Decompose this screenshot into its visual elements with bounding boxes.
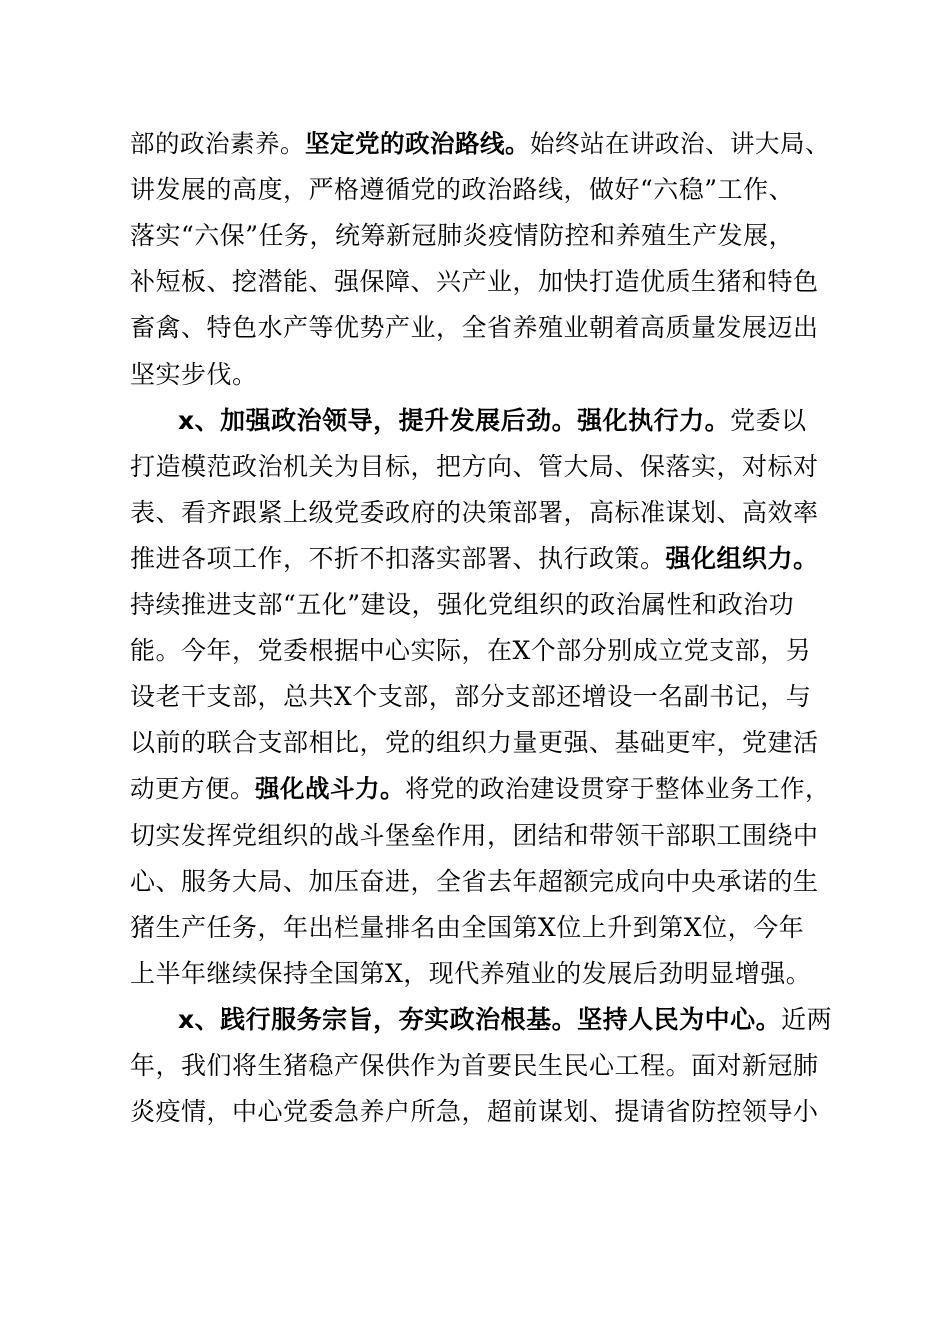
paragraph-1-line-1 (130, 121, 830, 167)
body-text: 猪生产任务，年出栏量排名由全国第X位上升到第X位，今年 (130, 912, 805, 942)
paragraph-2-line-4 (130, 536, 819, 582)
body-text: 推进各项工作，不折不扣落实部署、执行政策。 (130, 543, 666, 573)
body-text: 炎疫情，中心党委急养户所急，超前谋划、提请省防控领导小 (130, 1097, 819, 1127)
bold-heading-text: 强化战斗力。 (255, 774, 405, 804)
body-text: 表、看齐跟紧上级党委政府的决策部署，高标准谋划、高效率 (130, 497, 819, 527)
body-text: 年，我们将生猪稳产保供作为首要民生民心工程。面对新冠肺 (130, 1051, 819, 1080)
paragraph-1-line-3 (130, 213, 794, 259)
body-text: 部的政治素养。 (130, 129, 305, 158)
body-text: 补短板、挖潜能、强保障、兴产业，加快打造优质生猪和特色 (130, 267, 819, 297)
bold-heading-text: x、加强政治领导，提升发展后劲。强化执行力。 (178, 405, 731, 435)
paragraph-2-line-8 (130, 720, 819, 766)
body-text: 打造模范政治机关为目标，把方向、管大局、保落实，对标对 (130, 451, 819, 481)
paragraph-1-line-4 (130, 259, 819, 305)
body-text: 上半年继续保持全国第X，现代养殖业的发展后劲明显增强。 (130, 958, 812, 988)
paragraph-2-line-5 (130, 582, 794, 628)
body-text: 畜禽、特色水产等优势产业，全省养殖业朝着高质量发展迈出 (130, 313, 819, 343)
paragraph-3-line-1 (178, 997, 832, 1043)
body-text: 党委以 (730, 405, 807, 435)
body-text: 心、服务大局、加压奋进，全省去年超额完成向中央承诺的生 (130, 866, 819, 896)
paragraph-1-line-2 (130, 167, 794, 213)
bold-heading-text: 强化组织力。 (665, 543, 819, 573)
paragraph-1-line-6 (130, 352, 258, 398)
body-text: 切实发挥党组织的战斗堡垒作用，团结和带领干部职工围绕中 (130, 820, 819, 850)
paragraph-2-line-1 (178, 398, 807, 444)
paragraph-2-line-6 (130, 628, 811, 674)
body-text: 始终站在讲政治、讲大局、 (530, 129, 830, 158)
body-text: 设老干支部，总共X个支部，部分支部还增设一名副书记，与 (130, 682, 812, 712)
paragraph-2-line-9 (130, 766, 830, 812)
paragraph-2-line-2 (130, 444, 819, 490)
paragraph-2-line-11 (130, 859, 819, 905)
paragraph-1-line-5 (130, 305, 819, 351)
body-text: 近两 (781, 1004, 833, 1034)
body-text: 坚实步伐。 (130, 359, 258, 389)
paragraph-3-line-2 (130, 1043, 819, 1089)
paragraph-2-line-3 (130, 490, 819, 536)
paragraph-2-line-12 (130, 905, 804, 951)
body-text: 落实“六保”任务，统筹新冠肺炎疫情防控和养殖生产发展， (130, 221, 795, 251)
bold-heading-text: x、践行服务宗旨，夯实政治根基。坚持人民为中心。 (178, 1004, 782, 1034)
paragraph-2-line-7 (130, 674, 811, 720)
body-text: 能。今年，党委根据中心实际，在X个部分别成立党支部，另 (130, 636, 812, 666)
paragraph-3-line-3 (130, 1089, 819, 1135)
paragraph-2-line-10 (130, 813, 819, 859)
body-text: 持续推进支部“五化”建设，强化党组织的政治属性和政治功 (130, 590, 795, 619)
body-text: 动更方便。 (130, 774, 255, 804)
body-text: 将党的政治建设贯穿于整体业务工作， (405, 774, 830, 804)
bold-heading-text: 坚定党的政治路线。 (305, 129, 530, 158)
paragraph-2-line-13 (130, 951, 811, 997)
body-text: 以前的联合支部相比，党的组织力量更强、基础更牢，党建活 (130, 728, 819, 758)
body-text: 讲发展的高度，严格遵循党的政治路线，做好“六稳”工作、 (130, 175, 795, 205)
